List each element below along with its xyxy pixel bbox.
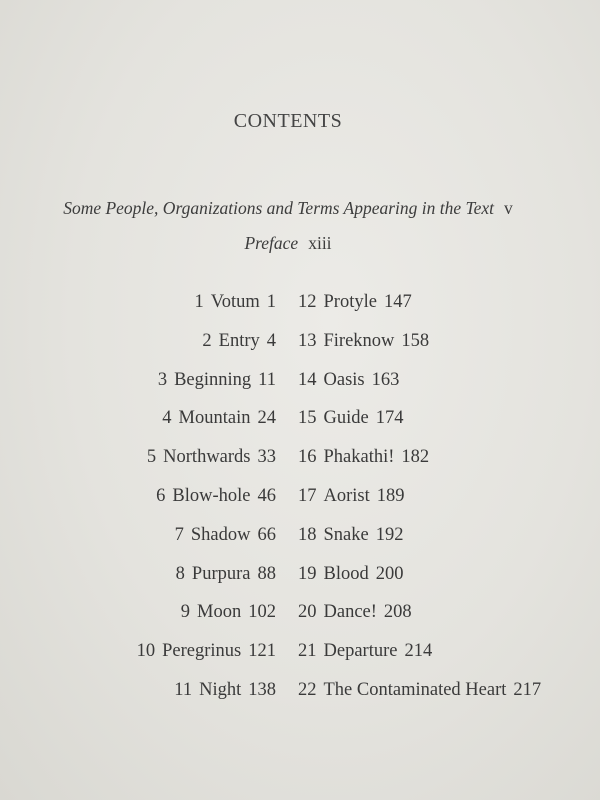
chapter-number: 11	[174, 679, 193, 700]
front-matter-label: Preface	[244, 233, 299, 253]
chapter-number: 3	[157, 369, 168, 390]
chapter-title: Departure	[323, 641, 398, 662]
chapter-number: 9	[180, 602, 191, 623]
chapter-page: 121	[248, 641, 276, 662]
chapter-entry	[137, 368, 276, 407]
chapter-entry	[137, 290, 276, 329]
chapter-title: Oasis	[323, 369, 365, 390]
chapter-title: Purpura	[191, 563, 251, 584]
chapter-page: 182	[401, 447, 430, 468]
chapter-entry	[298, 678, 541, 717]
chapter-title: Snake	[323, 524, 369, 545]
chapter-number: 10	[136, 641, 156, 662]
chapter-number: 20	[298, 602, 317, 623]
front-matter-page: v	[504, 198, 513, 218]
chapter-entry	[298, 562, 541, 601]
chapter-number: 18	[298, 524, 317, 545]
chapter-page: 174	[375, 408, 404, 429]
chapter-page: 4	[266, 330, 276, 351]
chapter-number: 6	[156, 485, 166, 506]
chapter-title: Aorist	[323, 485, 370, 506]
chapter-page: 46	[257, 485, 276, 506]
chapter-page: 200	[375, 563, 404, 584]
chapter-entry	[137, 406, 276, 445]
chapter-title: Blow-hole	[172, 485, 251, 506]
chapter-number: 15	[298, 408, 317, 429]
chapter-entry	[137, 600, 276, 639]
chapter-number: 7	[174, 524, 184, 545]
chapter-page: 102	[248, 602, 276, 623]
chapter-entry	[298, 406, 541, 445]
chapter-page: 208	[383, 602, 412, 623]
chapter-entry	[137, 484, 276, 523]
chapter-page: 24	[257, 408, 276, 429]
chapter-number: 19	[298, 563, 317, 584]
chapter-entry	[298, 290, 541, 329]
chapter-number: 8	[175, 563, 185, 584]
front-matter-entry	[0, 233, 576, 254]
chapter-page: 189	[376, 485, 405, 506]
chapter-title: Shadow	[190, 524, 251, 545]
front-matter-entry	[0, 198, 576, 219]
chapter-page: 217	[513, 679, 542, 700]
chapter-page: 158	[401, 330, 430, 351]
chapter-title: Protyle	[323, 292, 377, 312]
chapter-entry	[137, 678, 276, 717]
chapter-title: Blood	[323, 563, 369, 584]
chapter-page: 192	[375, 524, 404, 545]
chapter-entry	[137, 523, 276, 562]
chapter-entry	[298, 484, 541, 523]
chapter-title: Votum	[210, 292, 260, 312]
chapter-number: 16	[298, 447, 317, 468]
chapter-entry	[298, 600, 541, 639]
chapter-entry	[298, 639, 541, 678]
contents-heading: CONTENTS	[233, 110, 343, 132]
chapter-page: 214	[404, 641, 433, 662]
chapter-title: Entry	[218, 330, 260, 351]
chapter-page: 33	[257, 447, 276, 468]
chapter-page: 1	[266, 292, 276, 312]
chapter-entry	[298, 445, 541, 484]
chapter-title: Northwards	[163, 447, 251, 468]
chapter-number: 4	[162, 408, 172, 429]
chapter-title: Guide	[323, 408, 369, 429]
chapter-entry	[137, 639, 276, 678]
chapter-page: 66	[257, 524, 276, 545]
chapter-page: 11	[258, 369, 276, 390]
chapter-entry	[137, 445, 276, 484]
chapter-page: 138	[248, 679, 276, 700]
chapter-number: 2	[202, 330, 212, 351]
chapter-entry	[298, 368, 541, 407]
chapter-number: 14	[298, 369, 317, 390]
chapter-number: 17	[298, 485, 317, 506]
chapter-number: 13	[298, 330, 317, 351]
chapter-title: Fireknow	[323, 330, 395, 351]
chapter-column-left	[137, 290, 276, 717]
chapter-entry	[137, 562, 276, 601]
chapter-title: Peregrinus	[162, 641, 242, 662]
chapter-entry	[298, 523, 541, 562]
chapter-entry	[137, 329, 276, 368]
chapter-title: Phakathi!	[323, 447, 395, 468]
chapter-number: 21	[298, 641, 317, 662]
chapter-page: 147	[383, 292, 412, 312]
chapter-number: 1	[194, 292, 204, 312]
front-matter-label: Some People, Organizations and Terms Appearing in the Text	[63, 198, 495, 218]
chapter-entry	[298, 329, 541, 368]
chapter-title: Moon	[197, 602, 242, 623]
chapter-page: 88	[257, 563, 276, 584]
front-matter-page: xiii	[308, 233, 332, 253]
chapter-title: Beginning	[174, 369, 252, 390]
chapter-number: 22	[298, 679, 317, 700]
chapter-number: 12	[298, 292, 317, 312]
chapter-title: Mountain	[178, 408, 251, 429]
chapter-title: Dance!	[323, 602, 377, 623]
chapter-title: Night	[199, 679, 242, 700]
chapter-number: 5	[146, 447, 157, 468]
chapter-title: The Contaminated Heart	[323, 679, 507, 700]
chapter-column-right	[298, 290, 541, 717]
chapter-page: 163	[371, 369, 400, 390]
